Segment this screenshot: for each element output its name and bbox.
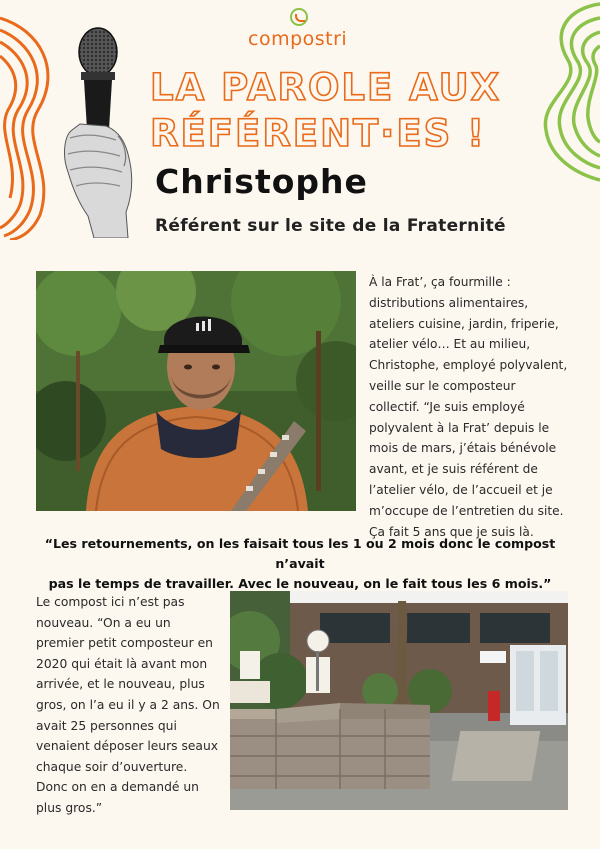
pull-quote-line-2: pas le temps de travailler. Avec le nouveau, on le fait tous les 6 mois.” — [48, 576, 552, 591]
logo-wordmark — [248, 28, 347, 50]
person-name: Christophe — [155, 162, 368, 201]
microphone-hand-icon — [58, 26, 138, 238]
pull-quote — [40, 534, 560, 594]
pull-quote-line-1: “Les retournements, on les faisait tous les 1 ou 2 mois donc le compost n’avait — [44, 536, 556, 571]
logo-mark-icon — [290, 8, 308, 26]
decorative-swirl-right — [520, 0, 600, 195]
portrait-photo — [36, 271, 356, 511]
logo-suffix: tri — [325, 28, 348, 50]
compost-history-paragraph: Le compost ici n’est pas nouveau. “On a eu un premier petit composteur en 2020 qui était là avant mon arrivée, et le nouveau, plus gros, on l’a eu il y a 2 ans. On avait 25 personnes qui venaient déposer leurs seaux chaque soir d’ouverture. Donc on en a demandé un plus gros.” — [36, 595, 220, 815]
composter-photo — [230, 591, 568, 810]
person-role: Référent sur le site de la Fraternité — [155, 216, 506, 236]
headline-line-1: LA PAROLE AUX — [150, 66, 502, 109]
compostri-logo — [248, 8, 358, 48]
logo-prefix: compos — [248, 28, 326, 50]
headline-line-2: RÉFÉRENT·ES ! — [150, 112, 487, 155]
intro-paragraph: À la Frat’, ça fourmille : distributions alimentaires, ateliers cuisine, jardin, friperie, atelier vélo… Et au milieu, Christophe, employé polyvalent, veille sur le composteur collectif. “Je suis employé polyvalent à la Frat’ depuis le mois de mars, j’étais bénévole avant, et je suis référent de l’atelier vélo, de l’accueil et je m’occupe de l’entretien du site. Ça fait 5 ans que je suis là. — [369, 275, 568, 539]
